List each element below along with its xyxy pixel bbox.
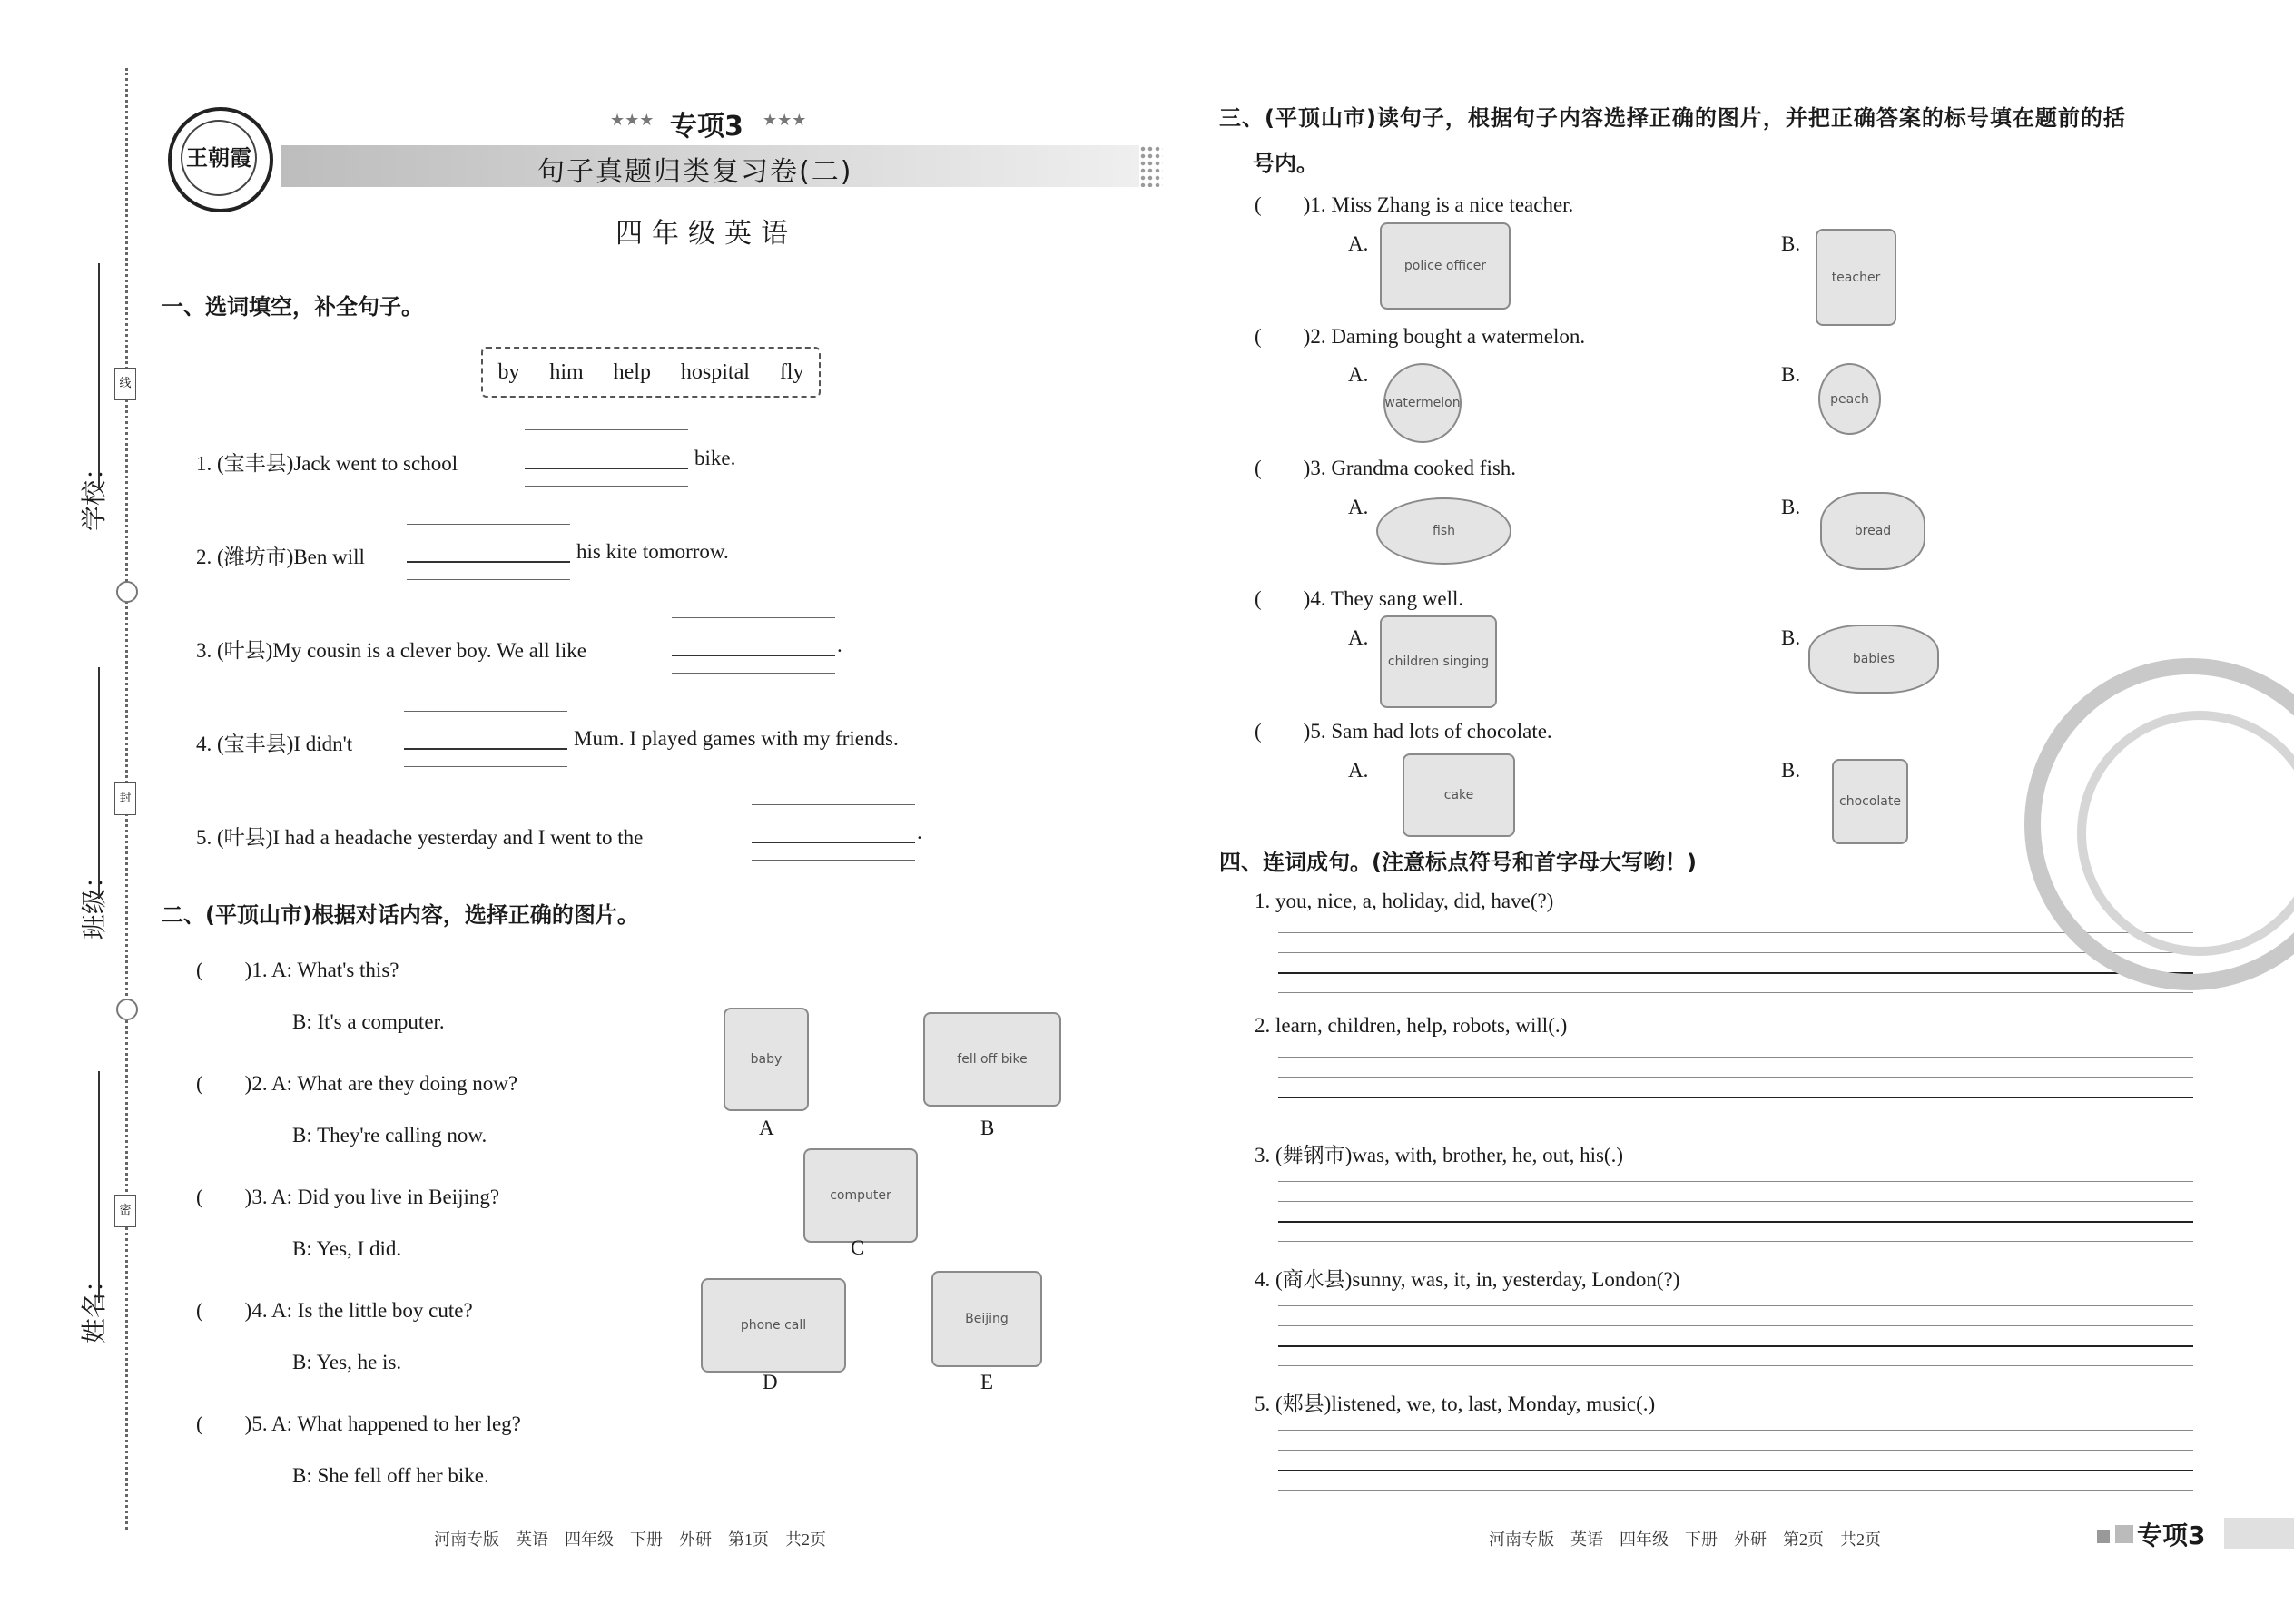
option-a-label: A. xyxy=(1348,759,1369,782)
answer-blank-4[interactable] xyxy=(404,748,567,750)
section3-heading-line2: 号内。 xyxy=(1253,151,1318,176)
school-label: 学校： xyxy=(79,454,109,531)
dialogue-answer-2: B: They're calling now. xyxy=(292,1124,487,1147)
subject-tag: 专项3 xyxy=(670,111,743,143)
writing-guide-line xyxy=(1278,1241,2193,1242)
writing-guide-line xyxy=(1278,1365,2193,1366)
dialogue-answer-3: B: Yes, I did. xyxy=(292,1237,402,1260)
picture-chocolate: chocolate xyxy=(1832,759,1908,844)
binding-mark-mi: 密 xyxy=(114,1195,136,1227)
picture-d-phone-call: phone call xyxy=(701,1278,846,1373)
blank-guide-line xyxy=(752,804,915,805)
class-label: 班级： xyxy=(79,862,109,940)
binding-mark-feng: 封 xyxy=(114,782,136,815)
writing-guide-line xyxy=(1278,1057,2193,1058)
answer-blank-3[interactable] xyxy=(672,655,835,656)
picture-label-e: E xyxy=(980,1371,994,1393)
picture-teacher: teacher xyxy=(1816,229,1896,326)
writing-guide-line xyxy=(1278,1325,2193,1326)
student-name-line[interactable] xyxy=(98,1071,100,1303)
header-stars-left: ★★★ xyxy=(610,111,655,130)
word-order-question-5: 5. (郏县)listened, we, to, last, Monday, music(.) xyxy=(1255,1393,1656,1415)
word-order-question-3: 3. (舞钢市)was, with, brother, he, out, his(.) xyxy=(1255,1144,1623,1166)
fill-blank-question-2: 2. (潍坊市)Ben will xyxy=(196,546,365,568)
fill-blank-question-3-end: . xyxy=(837,634,842,656)
fill-blank-question-1-end: bike. xyxy=(694,447,736,469)
binding-hole-icon xyxy=(116,581,138,603)
section4-heading: 四、连词成句。(注意标点符号和首字母大写哟！) xyxy=(1219,850,1697,875)
blank-guide-line xyxy=(672,673,835,674)
writing-guide-line xyxy=(1278,1430,2193,1431)
option-a-label: A. xyxy=(1348,626,1369,649)
writing-answer-line-3[interactable] xyxy=(1278,1221,2193,1223)
answer-blank-1[interactable] xyxy=(525,468,688,469)
footer-decoration-square xyxy=(2115,1525,2133,1543)
dialogue-question-2: ( )2. A: What are they doing now? xyxy=(196,1072,518,1095)
picture-label-a: A xyxy=(759,1117,774,1139)
writing-answer-line-5[interactable] xyxy=(1278,1470,2193,1471)
dialogue-answer-4: B: Yes, he is. xyxy=(292,1351,402,1373)
dialogue-question-5: ( )5. A: What happened to her leg? xyxy=(196,1412,521,1435)
word-order-question-1: 1. you, nice, a, holiday, did, have(?) xyxy=(1255,890,1554,912)
option-b-label: B. xyxy=(1781,232,1801,255)
fill-blank-question-5-end: . xyxy=(917,821,922,843)
writing-guide-line xyxy=(1278,1490,2193,1491)
picture-e-beijing: Beijing xyxy=(931,1271,1042,1367)
writing-guide-line xyxy=(1278,1077,2193,1078)
picture-question-4: ( )4. They sang well. xyxy=(1255,587,1464,610)
writing-guide-line xyxy=(1278,952,2193,953)
picture-cake: cake xyxy=(1403,753,1515,837)
blank-guide-line xyxy=(407,524,570,525)
blank-guide-line xyxy=(525,486,688,487)
dialogue-answer-5: B: She fell off her bike. xyxy=(292,1464,489,1487)
option-b-label: B. xyxy=(1781,363,1801,386)
word-bank-item: fly xyxy=(779,359,804,384)
word-bank-item: by xyxy=(497,359,520,384)
word-bank-item: help xyxy=(613,359,651,384)
picture-bread: bread xyxy=(1820,492,1925,570)
dialogue-answer-1: B: It's a computer. xyxy=(292,1010,445,1033)
fill-blank-question-2-end: his kite tomorrow. xyxy=(576,540,729,563)
writing-answer-line-4[interactable] xyxy=(1278,1345,2193,1347)
school-name-line[interactable] xyxy=(98,263,100,490)
picture-peach: peach xyxy=(1818,363,1881,435)
picture-b-fall-off-bike: fell off bike xyxy=(923,1012,1061,1107)
brand-logo-text: 王朝霞 xyxy=(181,120,257,196)
footer-page-1: 河南专版 英语 四年级 下册 外研 第1页 共2页 xyxy=(434,1530,826,1549)
picture-question-2: ( )2. Daming bought a watermelon. xyxy=(1255,325,1586,348)
option-b-label: B. xyxy=(1781,759,1801,782)
picture-children-singing: children singing xyxy=(1380,615,1497,708)
blank-guide-line xyxy=(407,579,570,580)
picture-label-d: D xyxy=(763,1371,778,1393)
paper-subtitle: 四年级英语 xyxy=(615,218,797,250)
option-a-label: A. xyxy=(1348,496,1369,518)
brand-logo xyxy=(168,107,273,212)
word-bank xyxy=(481,347,821,398)
blank-guide-line xyxy=(525,429,688,430)
option-b-label: B. xyxy=(1781,626,1801,649)
fill-blank-question-4-end: Mum. I played games with my friends. xyxy=(574,727,899,750)
fill-blank-question-4: 4. (宝丰县)I didn't xyxy=(196,733,353,755)
writing-answer-line-1[interactable] xyxy=(1278,972,2193,974)
picture-label-c: C xyxy=(851,1236,865,1259)
picture-a-baby: baby xyxy=(724,1008,809,1111)
writing-guide-line xyxy=(1278,992,2193,993)
word-order-question-2: 2. learn, children, help, robots, will(.) xyxy=(1255,1014,1568,1037)
writing-guide-line xyxy=(1278,1181,2193,1182)
section1-heading: 一、选词填空，补全句子。 xyxy=(162,294,423,320)
fill-blank-question-1: 1. (宝丰县)Jack went to school xyxy=(196,452,458,475)
picture-babies: babies xyxy=(1808,625,1939,694)
blank-guide-line xyxy=(404,711,567,712)
writing-guide-line xyxy=(1278,1305,2193,1306)
answer-blank-2[interactable] xyxy=(407,561,570,563)
word-bank-item: him xyxy=(549,359,584,384)
class-name-line[interactable] xyxy=(98,667,100,899)
footer-subject-tag: 专项3 xyxy=(2137,1521,2206,1550)
picture-fish: fish xyxy=(1376,497,1511,565)
writing-guide-line xyxy=(1278,1201,2193,1202)
picture-question-1: ( )1. Miss Zhang is a nice teacher. xyxy=(1255,193,1574,216)
section2-heading: 二、(平顶山市)根据对话内容，选择正确的图片。 xyxy=(162,902,639,928)
option-a-label: A. xyxy=(1348,232,1369,255)
binding-mark-xian: 线 xyxy=(114,368,136,400)
binding-hole-icon xyxy=(116,999,138,1020)
dialogue-question-4: ( )4. A: Is the little boy cute? xyxy=(196,1299,473,1322)
picture-watermelon: watermelon xyxy=(1383,363,1462,443)
blank-guide-line xyxy=(752,860,915,861)
blank-guide-line xyxy=(404,766,567,767)
section3-heading-line1: 三、(平顶山市)读句子，根据句子内容选择正确的图片，并把正确答案的标号填在题前的括 xyxy=(1219,105,2126,131)
picture-label-b: B xyxy=(980,1117,995,1139)
picture-c-computer: computer xyxy=(803,1148,918,1243)
writing-guide-line xyxy=(1278,932,2193,933)
option-a-label: A. xyxy=(1348,363,1369,386)
header-stars-right: ★★★ xyxy=(763,111,807,130)
footer-tab xyxy=(2224,1518,2294,1549)
option-b-label: B. xyxy=(1781,496,1801,518)
picture-police-officer: police officer xyxy=(1380,222,1511,310)
confidential-stamp-watermark xyxy=(2024,658,2294,990)
word-order-question-4: 4. (商水县)sunny, was, it, in, yesterday, London(?) xyxy=(1255,1268,1680,1291)
paper-title: 句子真题归类复习卷(二) xyxy=(537,156,853,188)
picture-question-5: ( )5. Sam had lots of chocolate. xyxy=(1255,720,1552,743)
student-name-label: 姓名： xyxy=(79,1266,109,1343)
fill-blank-question-5: 5. (叶县)I had a headache yesterday and I went to the xyxy=(196,826,644,849)
fill-blank-question-3: 3. (叶县)My cousin is a clever boy. We all like xyxy=(196,639,586,662)
answer-blank-5[interactable] xyxy=(752,842,915,843)
blank-guide-line xyxy=(672,617,835,618)
picture-question-3: ( )3. Grandma cooked fish. xyxy=(1255,457,1517,479)
dialogue-question-1: ( )1. A: What's this? xyxy=(196,959,399,981)
footer-page-2: 河南专版 英语 四年级 下册 外研 第2页 共2页 xyxy=(1489,1530,1881,1549)
dialogue-question-3: ( )3. A: Did you live in Beijing? xyxy=(196,1186,500,1208)
writing-guide-line xyxy=(1278,1450,2193,1451)
footer-decoration-square xyxy=(2097,1530,2110,1543)
word-bank-item: hospital xyxy=(680,359,750,384)
writing-answer-line-2[interactable] xyxy=(1278,1097,2193,1098)
